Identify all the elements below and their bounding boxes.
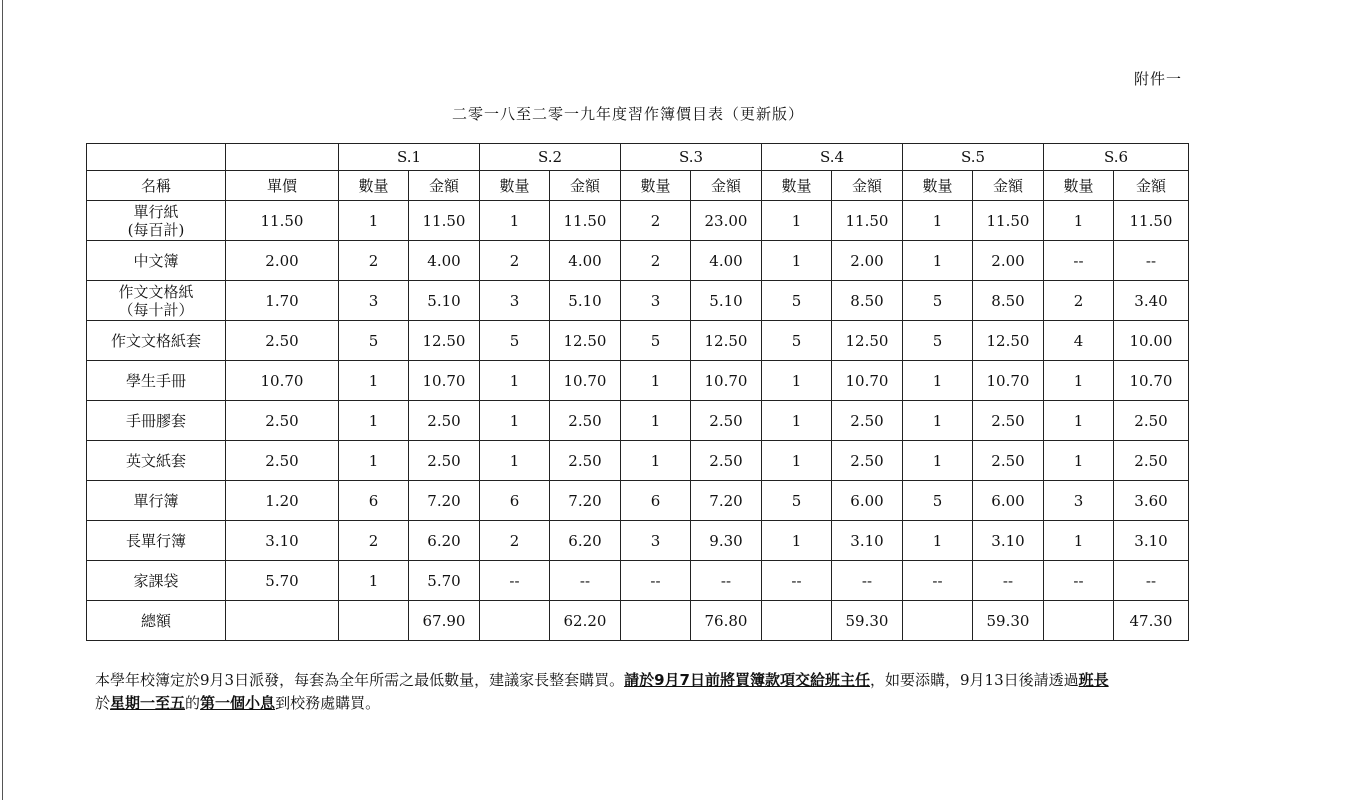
amount-cell: 3.10 bbox=[973, 521, 1044, 561]
amount-cell: 5.10 bbox=[691, 281, 762, 321]
item-name-cell bbox=[87, 321, 226, 361]
quantity-cell: 5 bbox=[762, 481, 832, 521]
amount-cell: 6.20 bbox=[409, 521, 480, 561]
page-left-border bbox=[2, 0, 3, 800]
quantity-cell: 1 bbox=[762, 201, 832, 241]
quantity-cell: 1 bbox=[903, 241, 973, 281]
table-row bbox=[87, 561, 1189, 601]
amount-cell: 3.40 bbox=[1114, 281, 1189, 321]
amount-cell: 7.20 bbox=[691, 481, 762, 521]
quantity-cell: 3 bbox=[480, 281, 550, 321]
quantity-cell: 5 bbox=[339, 321, 409, 361]
quantity-cell: 1 bbox=[339, 361, 409, 401]
amount-cell: 2.50 bbox=[1114, 401, 1189, 441]
item-name-cell bbox=[87, 201, 226, 241]
note-highlight: 第一個小息 bbox=[200, 694, 276, 712]
note-line bbox=[95, 669, 1275, 692]
amount-cell: 2.50 bbox=[409, 441, 480, 481]
quantity-cell: 1 bbox=[480, 401, 550, 441]
quantity-cell: 1 bbox=[762, 401, 832, 441]
empty-header-cell bbox=[87, 144, 226, 171]
quantity-cell: 1 bbox=[762, 441, 832, 481]
item-name: 手冊膠套 bbox=[125, 411, 186, 430]
item-name: 長單行簿 bbox=[125, 531, 186, 550]
quantity-header: 數量 bbox=[1044, 171, 1114, 201]
empty-cell bbox=[762, 601, 832, 641]
quantity-cell: -- bbox=[1044, 241, 1114, 281]
note-text: 本學年校簿定於9月3日派發，每套為全年所需之最低數量，建議家長整套購買。 bbox=[95, 671, 625, 689]
item-name: (每百計) bbox=[127, 220, 185, 239]
quantity-cell: -- bbox=[1044, 561, 1114, 601]
empty-cell bbox=[621, 601, 691, 641]
amount-cell: 8.50 bbox=[832, 281, 903, 321]
amount-cell: 9.30 bbox=[691, 521, 762, 561]
quantity-cell: -- bbox=[762, 561, 832, 601]
note-text: 到校務處購買。 bbox=[275, 694, 381, 712]
amount-cell: 12.50 bbox=[832, 321, 903, 361]
amount-cell: 2.50 bbox=[973, 441, 1044, 481]
amount-cell: 2.50 bbox=[973, 401, 1044, 441]
amount-cell: 2.00 bbox=[832, 241, 903, 281]
grade-header: S.1 bbox=[339, 144, 480, 171]
amount-cell: 12.50 bbox=[409, 321, 480, 361]
item-name-cell bbox=[87, 481, 226, 521]
amount-header: 金額 bbox=[550, 171, 621, 201]
quantity-header: 數量 bbox=[339, 171, 409, 201]
total-amount-cell: 67.90 bbox=[409, 601, 480, 641]
item-name-cell bbox=[87, 561, 226, 601]
unit-price-cell: 3.10 bbox=[226, 521, 339, 561]
quantity-cell: 2 bbox=[480, 521, 550, 561]
amount-cell: 2.50 bbox=[691, 401, 762, 441]
note-line bbox=[95, 692, 1275, 715]
amount-cell: -- bbox=[832, 561, 903, 601]
item-name-cell bbox=[87, 401, 226, 441]
quantity-cell: 2 bbox=[621, 201, 691, 241]
table-row bbox=[87, 481, 1189, 521]
item-name-cell bbox=[87, 281, 226, 321]
amount-cell: 3.60 bbox=[1114, 481, 1189, 521]
amount-cell: 2.50 bbox=[550, 441, 621, 481]
item-name: 單行紙 bbox=[133, 202, 179, 221]
quantity-cell: 1 bbox=[339, 561, 409, 601]
quantity-cell: 5 bbox=[762, 321, 832, 361]
amount-cell: 8.50 bbox=[973, 281, 1044, 321]
amount-cell: 12.50 bbox=[550, 321, 621, 361]
quantity-cell: 1 bbox=[339, 201, 409, 241]
quantity-cell: 1 bbox=[762, 521, 832, 561]
amount-cell: 7.20 bbox=[550, 481, 621, 521]
amount-cell: 2.50 bbox=[832, 441, 903, 481]
empty-header-cell bbox=[226, 144, 339, 171]
item-name: 學生手冊 bbox=[125, 371, 186, 390]
item-name-cell bbox=[87, 241, 226, 281]
amount-cell: 2.50 bbox=[409, 401, 480, 441]
note-highlight: 班長 bbox=[1078, 671, 1109, 689]
attachment-label: 附件一 bbox=[1134, 70, 1183, 88]
amount-cell: 11.50 bbox=[832, 201, 903, 241]
quantity-header: 數量 bbox=[621, 171, 691, 201]
quantity-cell: 2 bbox=[339, 521, 409, 561]
total-amount-cell: 59.30 bbox=[832, 601, 903, 641]
unit-price-cell: 5.70 bbox=[226, 561, 339, 601]
grade-header-row bbox=[87, 144, 1189, 171]
quantity-cell: 1 bbox=[762, 241, 832, 281]
total-label: 總額 bbox=[87, 601, 226, 641]
amount-cell: 2.00 bbox=[973, 241, 1044, 281]
amount-cell: 6.00 bbox=[973, 481, 1044, 521]
quantity-cell: 6 bbox=[480, 481, 550, 521]
item-name: 單行簿 bbox=[133, 491, 179, 510]
quantity-cell: 6 bbox=[621, 481, 691, 521]
quantity-cell: -- bbox=[903, 561, 973, 601]
amount-cell: 12.50 bbox=[691, 321, 762, 361]
empty-cell bbox=[339, 601, 409, 641]
quantity-cell: 2 bbox=[621, 241, 691, 281]
quantity-cell: 1 bbox=[621, 441, 691, 481]
amount-cell: 6.00 bbox=[832, 481, 903, 521]
item-name: 家課袋 bbox=[133, 571, 179, 590]
amount-cell: 11.50 bbox=[1114, 201, 1189, 241]
amount-cell: 2.50 bbox=[550, 401, 621, 441]
quantity-cell: -- bbox=[480, 561, 550, 601]
amount-cell: 10.70 bbox=[832, 361, 903, 401]
total-amount-cell: 59.30 bbox=[973, 601, 1044, 641]
amount-cell: 2.50 bbox=[691, 441, 762, 481]
quantity-cell: 1 bbox=[480, 201, 550, 241]
unit-price-cell: 11.50 bbox=[226, 201, 339, 241]
quantity-header: 數量 bbox=[480, 171, 550, 201]
empty-cell bbox=[1044, 601, 1114, 641]
quantity-cell: 5 bbox=[480, 321, 550, 361]
note-text: 的 bbox=[185, 694, 201, 712]
table-row bbox=[87, 281, 1189, 321]
amount-cell: 11.50 bbox=[973, 201, 1044, 241]
total-amount-cell: 62.20 bbox=[550, 601, 621, 641]
quantity-cell: 1 bbox=[1044, 441, 1114, 481]
empty-cell bbox=[226, 601, 339, 641]
note-text: 於 bbox=[95, 694, 111, 712]
quantity-cell: 1 bbox=[480, 441, 550, 481]
quantity-cell: 6 bbox=[339, 481, 409, 521]
note-highlight: 星期一至五 bbox=[110, 694, 186, 712]
amount-cell: -- bbox=[973, 561, 1044, 601]
item-name-cell bbox=[87, 361, 226, 401]
quantity-cell: 5 bbox=[621, 321, 691, 361]
amount-cell: 5.10 bbox=[550, 281, 621, 321]
amount-cell: 4.00 bbox=[550, 241, 621, 281]
price-table bbox=[86, 143, 1189, 641]
item-name-cell bbox=[87, 441, 226, 481]
quantity-cell: 5 bbox=[903, 321, 973, 361]
item-name: 英文紙套 bbox=[125, 451, 186, 470]
amount-cell: 6.20 bbox=[550, 521, 621, 561]
quantity-cell: 3 bbox=[1044, 481, 1114, 521]
table-row bbox=[87, 401, 1189, 441]
quantity-cell: 5 bbox=[903, 281, 973, 321]
total-amount-cell: 76.80 bbox=[691, 601, 762, 641]
amount-header: 金額 bbox=[409, 171, 480, 201]
total-amount-cell: 47.30 bbox=[1114, 601, 1189, 641]
table-row bbox=[87, 521, 1189, 561]
amount-cell: 10.70 bbox=[1114, 361, 1189, 401]
unit-price-cell: 2.50 bbox=[226, 401, 339, 441]
amount-cell: 2.50 bbox=[832, 401, 903, 441]
table-row bbox=[87, 241, 1189, 281]
quantity-cell: 1 bbox=[1044, 521, 1114, 561]
quantity-cell: 1 bbox=[1044, 361, 1114, 401]
quantity-cell: 1 bbox=[339, 441, 409, 481]
quantity-cell: 1 bbox=[621, 361, 691, 401]
quantity-cell: 1 bbox=[903, 521, 973, 561]
amount-cell: 3.10 bbox=[1114, 521, 1189, 561]
quantity-header: 數量 bbox=[903, 171, 973, 201]
unit-price-cell: 2.00 bbox=[226, 241, 339, 281]
amount-cell: 11.50 bbox=[409, 201, 480, 241]
quantity-cell: 5 bbox=[762, 281, 832, 321]
amount-header: 金額 bbox=[832, 171, 903, 201]
quantity-cell: -- bbox=[621, 561, 691, 601]
empty-cell bbox=[903, 601, 973, 641]
unit-price-header: 單價 bbox=[226, 171, 339, 201]
item-name: （每十計） bbox=[118, 300, 194, 319]
quantity-cell: 1 bbox=[903, 441, 973, 481]
grade-header: S.2 bbox=[480, 144, 621, 171]
unit-price-cell: 1.20 bbox=[226, 481, 339, 521]
quantity-cell: 2 bbox=[480, 241, 550, 281]
quantity-header: 數量 bbox=[762, 171, 832, 201]
amount-cell: 10.70 bbox=[973, 361, 1044, 401]
quantity-cell: 1 bbox=[621, 401, 691, 441]
note-highlight: 請於9月7日前將買簿款項交給班主任 bbox=[624, 671, 870, 689]
amount-cell: -- bbox=[1114, 561, 1189, 601]
amount-cell: 2.50 bbox=[1114, 441, 1189, 481]
empty-cell bbox=[480, 601, 550, 641]
amount-cell: 10.70 bbox=[691, 361, 762, 401]
quantity-cell: 2 bbox=[1044, 281, 1114, 321]
amount-cell: 23.00 bbox=[691, 201, 762, 241]
quantity-cell: 4 bbox=[1044, 321, 1114, 361]
amount-cell: 5.10 bbox=[409, 281, 480, 321]
quantity-cell: 1 bbox=[480, 361, 550, 401]
amount-cell: 10.00 bbox=[1114, 321, 1189, 361]
unit-price-cell: 2.50 bbox=[226, 321, 339, 361]
item-name-cell bbox=[87, 521, 226, 561]
table-row bbox=[87, 361, 1189, 401]
quantity-cell: 3 bbox=[621, 281, 691, 321]
quantity-cell: 2 bbox=[339, 241, 409, 281]
amount-header: 金額 bbox=[973, 171, 1044, 201]
amount-header: 金額 bbox=[691, 171, 762, 201]
table-row bbox=[87, 441, 1189, 481]
quantity-cell: 1 bbox=[1044, 401, 1114, 441]
table-row bbox=[87, 321, 1189, 361]
item-name: 中文簿 bbox=[133, 251, 179, 270]
amount-cell: 4.00 bbox=[409, 241, 480, 281]
quantity-cell: 1 bbox=[1044, 201, 1114, 241]
quantity-cell: 3 bbox=[339, 281, 409, 321]
quantity-cell: 5 bbox=[903, 481, 973, 521]
page-title: 二零一八至二零一九年度習作簿價目表（更新版） bbox=[452, 105, 805, 123]
quantity-cell: 1 bbox=[339, 401, 409, 441]
amount-cell: -- bbox=[691, 561, 762, 601]
quantity-cell: 1 bbox=[762, 361, 832, 401]
name-header: 名稱 bbox=[87, 171, 226, 201]
grade-header: S.3 bbox=[621, 144, 762, 171]
amount-cell: 3.10 bbox=[832, 521, 903, 561]
amount-header: 金額 bbox=[1114, 171, 1189, 201]
quantity-cell: 1 bbox=[903, 401, 973, 441]
column-header-row bbox=[87, 171, 1189, 201]
amount-cell: 10.70 bbox=[409, 361, 480, 401]
amount-cell: 5.70 bbox=[409, 561, 480, 601]
unit-price-cell: 1.70 bbox=[226, 281, 339, 321]
amount-cell: 7.20 bbox=[409, 481, 480, 521]
grade-header: S.6 bbox=[1044, 144, 1189, 171]
quantity-cell: 3 bbox=[621, 521, 691, 561]
grade-header: S.4 bbox=[762, 144, 903, 171]
note-text: ，如要添購，9月13日後請透過 bbox=[869, 671, 1079, 689]
grade-header: S.5 bbox=[903, 144, 1044, 171]
table-row bbox=[87, 201, 1189, 241]
quantity-cell: 1 bbox=[903, 361, 973, 401]
quantity-cell: 1 bbox=[903, 201, 973, 241]
table-body bbox=[87, 144, 1189, 641]
unit-price-cell: 10.70 bbox=[226, 361, 339, 401]
purchase-note bbox=[95, 669, 1275, 715]
amount-cell: 10.70 bbox=[550, 361, 621, 401]
total-row bbox=[87, 601, 1189, 641]
amount-cell: -- bbox=[550, 561, 621, 601]
unit-price-cell: 2.50 bbox=[226, 441, 339, 481]
amount-cell: 11.50 bbox=[550, 201, 621, 241]
amount-cell: 12.50 bbox=[973, 321, 1044, 361]
item-name: 作文文格紙套 bbox=[110, 331, 201, 350]
amount-cell: -- bbox=[1114, 241, 1189, 281]
item-name: 作文文格紙 bbox=[118, 282, 194, 301]
amount-cell: 4.00 bbox=[691, 241, 762, 281]
